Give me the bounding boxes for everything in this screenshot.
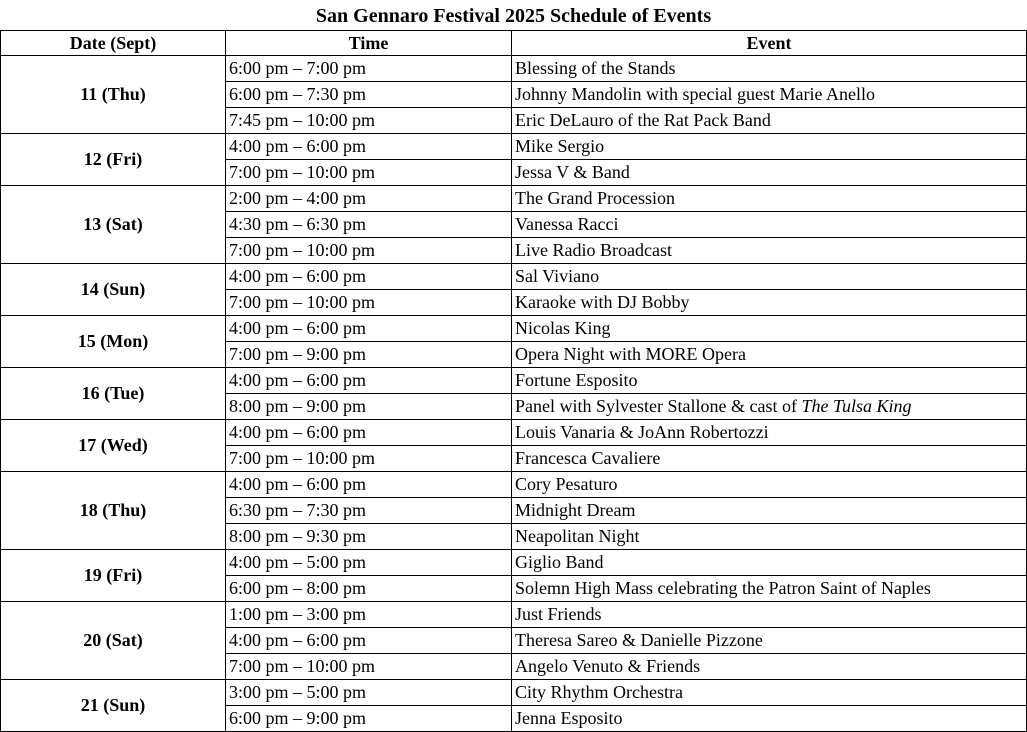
event-name: Blessing of the Stands	[515, 58, 676, 78]
event-cell	[512, 238, 1027, 264]
event-cell	[512, 82, 1027, 108]
event-cell	[512, 472, 1027, 498]
event-name: Jenna Esposito	[515, 708, 623, 728]
time-cell: 7:00 pm – 10:00 pm	[226, 446, 512, 472]
event-name: Solemn High Mass celebrating the Patron Saint of Naples	[515, 578, 931, 598]
event-name: Eric DeLauro of the Rat Pack Band	[515, 110, 771, 130]
event-cell	[512, 56, 1027, 82]
table-row	[1, 264, 1027, 290]
event-cell	[512, 160, 1027, 186]
table-row	[1, 134, 1027, 160]
table-row	[1, 420, 1027, 446]
event-cell	[512, 342, 1027, 368]
time-cell: 7:00 pm – 10:00 pm	[226, 238, 512, 264]
event-name: Sal Viviano	[515, 266, 600, 286]
time-cell: 7:00 pm – 10:00 pm	[226, 654, 512, 680]
table-row	[1, 316, 1027, 342]
event-cell	[512, 316, 1027, 342]
time-cell: 4:00 pm – 5:00 pm	[226, 550, 512, 576]
event-cell	[512, 394, 1027, 420]
time-cell: 3:00 pm – 5:00 pm	[226, 680, 512, 706]
schedule-body	[1, 56, 1027, 732]
date-cell: 21 (Sun)	[1, 680, 226, 732]
time-cell: 8:00 pm – 9:00 pm	[226, 394, 512, 420]
event-cell	[512, 212, 1027, 238]
time-column-header: Time	[226, 31, 512, 56]
time-cell: 4:00 pm – 6:00 pm	[226, 420, 512, 446]
time-cell: 7:00 pm – 9:00 pm	[226, 342, 512, 368]
event-cell	[512, 576, 1027, 602]
event-name: Vanessa Racci	[515, 214, 619, 234]
date-cell: 13 (Sat)	[1, 186, 226, 264]
event-cell	[512, 446, 1027, 472]
time-cell: 6:00 pm – 8:00 pm	[226, 576, 512, 602]
event-name: Midnight Dream	[515, 500, 636, 520]
date-cell: 16 (Tue)	[1, 368, 226, 420]
schedule-table	[0, 30, 1027, 732]
date-cell: 18 (Thu)	[1, 472, 226, 550]
event-cell	[512, 108, 1027, 134]
date-cell: 20 (Sat)	[1, 602, 226, 680]
time-cell: 4:30 pm – 6:30 pm	[226, 212, 512, 238]
event-name: Fortune Esposito	[515, 370, 638, 390]
date-cell: 19 (Fri)	[1, 550, 226, 602]
date-cell: 17 (Wed)	[1, 420, 226, 472]
table-row	[1, 472, 1027, 498]
table-row	[1, 550, 1027, 576]
event-name: The Grand Procession	[515, 188, 675, 208]
time-cell: 6:00 pm – 7:30 pm	[226, 82, 512, 108]
event-cell	[512, 680, 1027, 706]
time-cell: 1:00 pm – 3:00 pm	[226, 602, 512, 628]
event-name: Live Radio Broadcast	[515, 240, 672, 260]
event-cell	[512, 134, 1027, 160]
event-name: Giglio Band	[515, 552, 604, 572]
time-cell: 6:30 pm – 7:30 pm	[226, 498, 512, 524]
date-cell: 12 (Fri)	[1, 134, 226, 186]
event-cell	[512, 498, 1027, 524]
header-row	[1, 31, 1027, 56]
event-name: City Rhythm Orchestra	[515, 682, 683, 702]
date-cell: 14 (Sun)	[1, 264, 226, 316]
event-name: Louis Vanaria & JoAnn Robertozzi	[515, 422, 769, 442]
event-cell	[512, 186, 1027, 212]
time-cell: 4:00 pm – 6:00 pm	[226, 316, 512, 342]
event-name: Opera Night with MORE Opera	[515, 344, 746, 364]
time-cell: 4:00 pm – 6:00 pm	[226, 264, 512, 290]
time-cell: 4:00 pm – 6:00 pm	[226, 472, 512, 498]
time-cell: 7:00 pm – 10:00 pm	[226, 160, 512, 186]
table-row	[1, 186, 1027, 212]
table-row	[1, 602, 1027, 628]
event-name-italic: The Tulsa King	[801, 396, 912, 416]
date-cell: 11 (Thu)	[1, 56, 226, 134]
time-cell: 6:00 pm – 7:00 pm	[226, 56, 512, 82]
event-column-header: Event	[512, 31, 1027, 56]
time-cell: 4:00 pm – 6:00 pm	[226, 628, 512, 654]
event-name: Panel with Sylvester Stallone & cast of	[515, 396, 802, 416]
event-cell	[512, 602, 1027, 628]
table-row	[1, 368, 1027, 394]
event-name: Just Friends	[515, 604, 602, 624]
event-name: Jessa V & Band	[515, 162, 630, 182]
time-cell: 8:00 pm – 9:30 pm	[226, 524, 512, 550]
event-name: Cory Pesaturo	[515, 474, 618, 494]
date-column-header: Date (Sept)	[1, 31, 226, 56]
table-row	[1, 56, 1027, 82]
event-name: Theresa Sareo & Danielle Pizzone	[515, 630, 763, 650]
event-name: Francesca Cavaliere	[515, 448, 661, 468]
event-cell	[512, 524, 1027, 550]
event-cell	[512, 706, 1027, 732]
time-cell: 4:00 pm – 6:00 pm	[226, 368, 512, 394]
time-cell: 2:00 pm – 4:00 pm	[226, 186, 512, 212]
event-name: Mike Sergio	[515, 136, 605, 156]
event-cell	[512, 368, 1027, 394]
event-cell	[512, 628, 1027, 654]
event-name: Johnny Mandolin with special guest Marie Anello	[515, 84, 875, 104]
date-cell: 15 (Mon)	[1, 316, 226, 368]
event-name: Karaoke with DJ Bobby	[515, 292, 690, 312]
time-cell: 7:00 pm – 10:00 pm	[226, 290, 512, 316]
event-cell	[512, 290, 1027, 316]
table-row	[1, 680, 1027, 706]
time-cell: 7:45 pm – 10:00 pm	[226, 108, 512, 134]
event-cell	[512, 264, 1027, 290]
time-cell: 6:00 pm – 9:00 pm	[226, 706, 512, 732]
event-cell	[512, 550, 1027, 576]
event-name: Angelo Venuto & Friends	[515, 656, 701, 676]
time-cell: 4:00 pm – 6:00 pm	[226, 134, 512, 160]
event-name: Neapolitan Night	[515, 526, 640, 546]
page-title: San Gennaro Festival 2025 Schedule of Events	[315, 5, 712, 27]
event-cell	[512, 420, 1027, 446]
event-name: Nicolas King	[515, 318, 611, 338]
event-cell	[512, 654, 1027, 680]
